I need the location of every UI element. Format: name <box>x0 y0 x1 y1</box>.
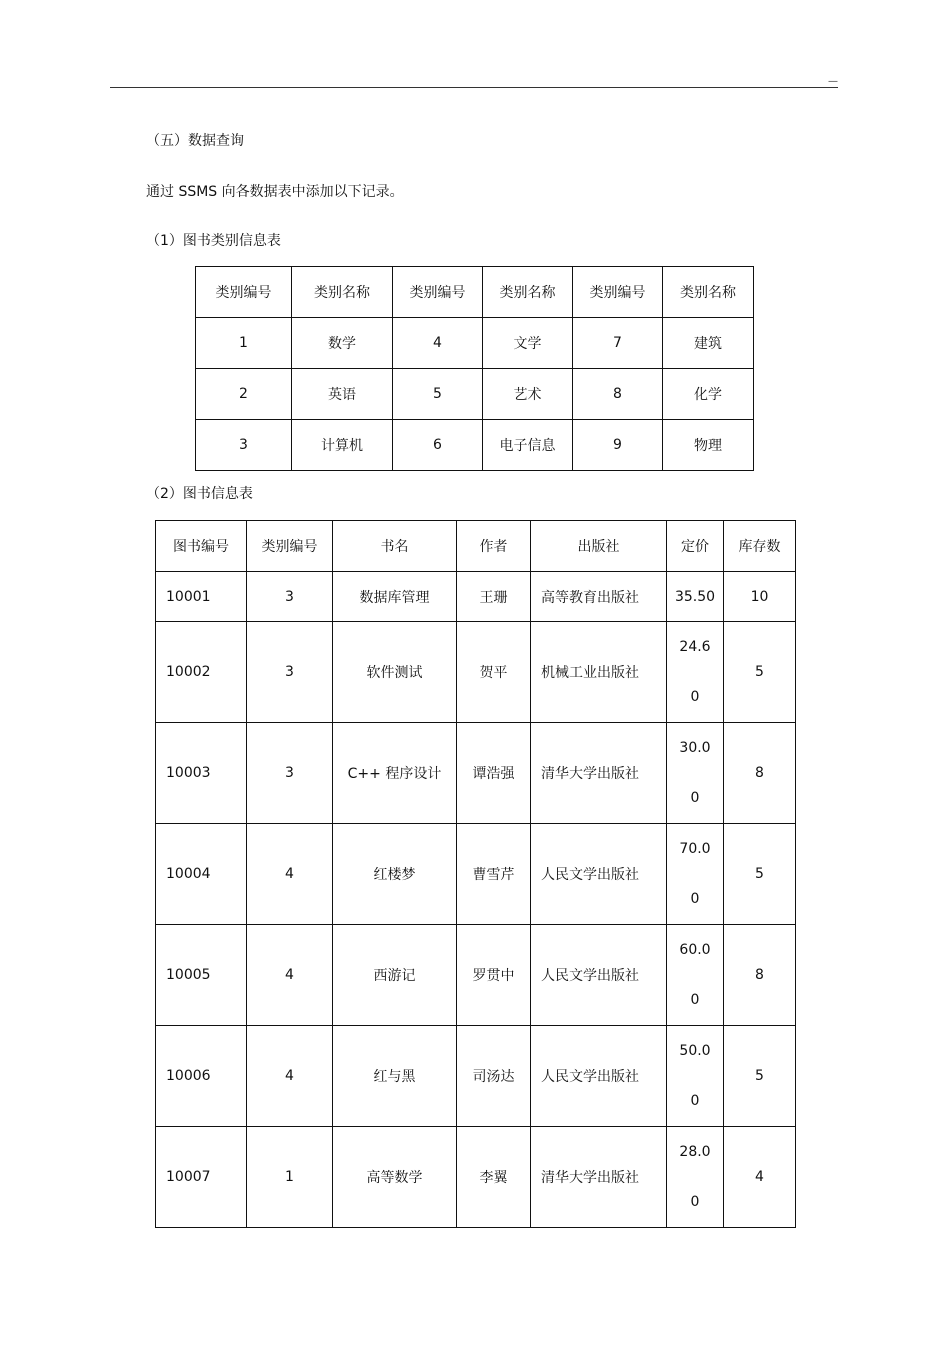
table-cell: 王珊 <box>457 572 531 622</box>
table-cell: 2 <box>196 369 292 420</box>
table-row <box>156 1127 796 1228</box>
table-cell: 4 <box>247 925 333 1026</box>
table-cell: 计算机 <box>292 420 393 471</box>
table-cell: 3 <box>247 622 333 723</box>
table-cell: 4 <box>724 1127 796 1228</box>
table-header-row <box>196 267 754 318</box>
table-cell: 红与黑 <box>333 1026 457 1127</box>
table-header-row <box>156 521 796 572</box>
table-cell: 1 <box>196 318 292 369</box>
header-cell: 类别名称 <box>483 267 573 318</box>
header-rule <box>110 87 838 88</box>
table-cell: 贺平 <box>457 622 531 723</box>
table-cell: 5 <box>724 1026 796 1127</box>
category-table <box>195 266 754 471</box>
price-cell <box>667 824 724 925</box>
table-cell: 曹雪芹 <box>457 824 531 925</box>
table-cell: 8 <box>573 369 663 420</box>
table-cell: 7 <box>573 318 663 369</box>
table-cell: 高等数学 <box>333 1127 457 1228</box>
table-cell: 清华大学出版社 <box>531 723 667 824</box>
table-cell: 4 <box>247 1026 333 1127</box>
table-cell: 5 <box>724 622 796 723</box>
table-cell: 红楼梦 <box>333 824 457 925</box>
table1-caption: （1）图书类别信息表 <box>146 233 281 249</box>
table2-caption: （2）图书信息表 <box>146 486 253 502</box>
table-cell: 3 <box>247 723 333 824</box>
price-value: 60.00 <box>679 942 711 1008</box>
table-row <box>156 723 796 824</box>
header-cell: 类别编号 <box>573 267 663 318</box>
table-cell: 10007 <box>156 1127 247 1228</box>
section-title: （五）数据查询 <box>146 133 244 149</box>
table-cell: 建筑 <box>663 318 754 369</box>
table-cell: 10004 <box>156 824 247 925</box>
table-cell: 10 <box>724 572 796 622</box>
table-cell: 高等教育出版社 <box>531 572 667 622</box>
price-value: 30.00 <box>679 740 711 806</box>
table-row <box>196 420 754 471</box>
table-cell: 10006 <box>156 1026 247 1127</box>
price-cell <box>667 723 724 824</box>
header-cell: 库存数 <box>724 521 796 572</box>
table-cell: 艺术 <box>483 369 573 420</box>
table-cell: 1 <box>247 1127 333 1228</box>
table-cell: 李翼 <box>457 1127 531 1228</box>
table-cell: 数学 <box>292 318 393 369</box>
table-row <box>196 369 754 420</box>
table-row <box>156 572 796 622</box>
price-cell <box>667 1127 724 1228</box>
table-cell: 罗贯中 <box>457 925 531 1026</box>
table-cell: 机械工业出版社 <box>531 622 667 723</box>
header-cell: 类别编号 <box>247 521 333 572</box>
table-cell: 35.50 <box>667 572 724 622</box>
price-value: 28.00 <box>679 1144 711 1210</box>
table-cell: 10001 <box>156 572 247 622</box>
header-cell: 类别名称 <box>292 267 393 318</box>
table-cell: 6 <box>393 420 483 471</box>
table-cell: 化学 <box>663 369 754 420</box>
table-cell: 10003 <box>156 723 247 824</box>
table-cell: 5 <box>393 369 483 420</box>
table-cell: 物理 <box>663 420 754 471</box>
price-cell <box>667 1026 724 1127</box>
table-cell: 西游记 <box>333 925 457 1026</box>
header-cell: 作者 <box>457 521 531 572</box>
header-mark: — <box>828 76 838 87</box>
table-cell: 文学 <box>483 318 573 369</box>
intro-paragraph: 通过 SSMS 向各数据表中添加以下记录。 <box>146 184 404 200</box>
price-value: 70.00 <box>679 841 711 907</box>
table-cell: 司汤达 <box>457 1026 531 1127</box>
table-row <box>156 925 796 1026</box>
table-row <box>156 1026 796 1127</box>
table-cell: 人民文学出版社 <box>531 1026 667 1127</box>
table-cell: 8 <box>724 723 796 824</box>
table-cell: 人民文学出版社 <box>531 925 667 1026</box>
header-cell: 定价 <box>667 521 724 572</box>
table-cell: 英语 <box>292 369 393 420</box>
header-cell: 类别编号 <box>393 267 483 318</box>
table-cell: 4 <box>393 318 483 369</box>
table-row <box>196 318 754 369</box>
table-cell: 人民文学出版社 <box>531 824 667 925</box>
header-cell: 书名 <box>333 521 457 572</box>
header-cell: 类别编号 <box>196 267 292 318</box>
price-value: 24.60 <box>679 639 711 705</box>
table-cell: 数据库管理 <box>333 572 457 622</box>
table-cell: 谭浩强 <box>457 723 531 824</box>
header-cell: 图书编号 <box>156 521 247 572</box>
book-table <box>155 520 796 1228</box>
table-cell: 4 <box>247 824 333 925</box>
table-row <box>156 622 796 723</box>
table-cell: 5 <box>724 824 796 925</box>
price-cell <box>667 925 724 1026</box>
table-cell: 10005 <box>156 925 247 1026</box>
table-cell: 电子信息 <box>483 420 573 471</box>
table-cell: C++ 程序设计 <box>333 723 457 824</box>
price-value: 50.00 <box>679 1043 711 1109</box>
header-cell: 出版社 <box>531 521 667 572</box>
table-row <box>156 824 796 925</box>
table-cell: 3 <box>247 572 333 622</box>
table-cell: 10002 <box>156 622 247 723</box>
table-cell: 软件测试 <box>333 622 457 723</box>
table-cell: 3 <box>196 420 292 471</box>
header-cell: 类别名称 <box>663 267 754 318</box>
table-cell: 8 <box>724 925 796 1026</box>
price-cell <box>667 622 724 723</box>
table-cell: 9 <box>573 420 663 471</box>
table-cell: 清华大学出版社 <box>531 1127 667 1228</box>
